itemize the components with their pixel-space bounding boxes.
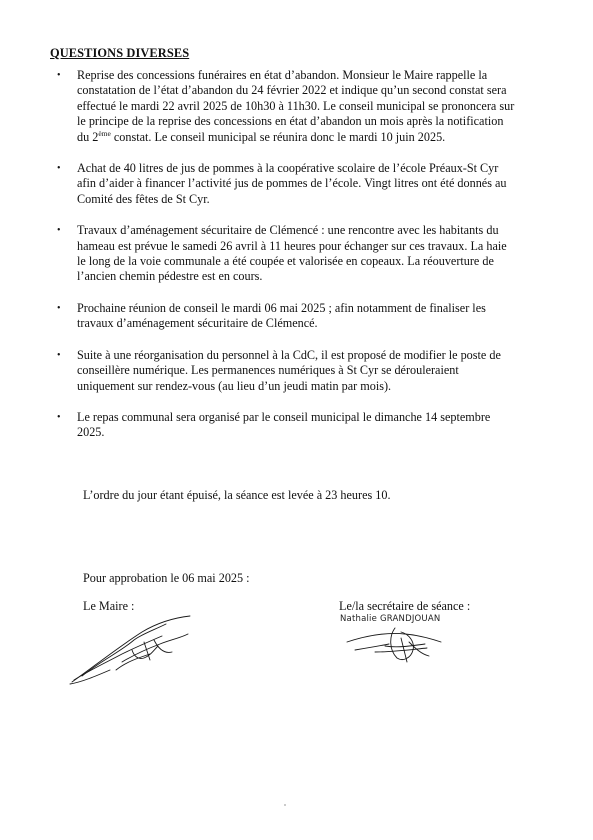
- item-text: Prochaine réunion de conseil le mardi 06 mai 2025 ; afin notamment de finaliser les travaux d’aménagement sécuritaire de Clémencé.: [77, 300, 486, 331]
- section-heading: QUESTIONS DIVERSES: [50, 46, 190, 60]
- closing-statement: L’ordre du jour étant épuisé, la séance est levée à 23 heures 10.: [83, 488, 391, 502]
- list-item: [57, 347, 517, 394]
- approval-line: Pour approbation le 06 mai 2025 :: [83, 571, 250, 585]
- item-text: Le repas communal sera organisé par le conseil municipal le dimanche 14 septembre 2025.: [77, 409, 491, 440]
- secretary-name: Nathalie GRANDJOUAN: [340, 614, 441, 624]
- item-text: Travaux d’aménagement sécuritaire de Clémencé : une rencontre avec les habitants du hameau est prévue le samedi 26 avril à 11 heures pour échanger sur ces travaux. La haie le long de la voie communale a été coupée et valorisée en copeaux. La réouverture de l’ancien chemin pédestre est en cours.: [77, 223, 507, 284]
- mayor-label: Le Maire :: [83, 599, 135, 613]
- list-item: [57, 300, 517, 332]
- secretary-label: Le/la secrétaire de séance :: [339, 599, 471, 613]
- list-item: [57, 223, 517, 285]
- bullet-icon: •: [57, 225, 61, 237]
- item-text: Achat de 40 litres de jus de pommes à la coopérative scolaire de l’école Préaux-St Cyr afin d’aider à financer l’activité jus de pommes de l’école. Vingt litres ont été donnés au Comité des fêtes de St Cyr.: [77, 161, 507, 206]
- bullet-icon: •: [57, 70, 61, 81]
- scan-speck: [284, 804, 286, 806]
- items-list: [0, 68, 593, 457]
- list-item: [57, 409, 517, 441]
- list-item: [57, 68, 517, 145]
- bullet-icon: •: [57, 411, 61, 423]
- bullet-icon: •: [57, 163, 61, 175]
- item-text: Suite à une réorganisation du personnel à la CdC, il est proposé de modifier le poste de conseillère numérique. Les permanences numériques à St Cyr se dérouleraient uniquement sur rendez-vous (au lieu d’un jeudi matin par mois).: [77, 347, 501, 393]
- bullet-icon: •: [57, 349, 61, 361]
- bullet-icon: •: [57, 302, 61, 314]
- mayor-signature: [62, 610, 202, 688]
- list-item: [57, 161, 517, 207]
- item-text: Reprise des concessions funéraires en état d’abandon. Monsieur le Maire rappelle la constatation de l’état d’abandon du 24 février 2022 et indique qu’un second constat sera effectué le mardi 22 avril 2025 de 10h30 à 11h30. Le conseil municipal se prononcera sur le principe de la reprise des concessions en état d’abandon un mois après la notification du 2ème constat. Le conseil municipal se réunira donc le mardi 10 juin 2025.: [77, 68, 515, 144]
- secretary-signature: [345, 622, 445, 668]
